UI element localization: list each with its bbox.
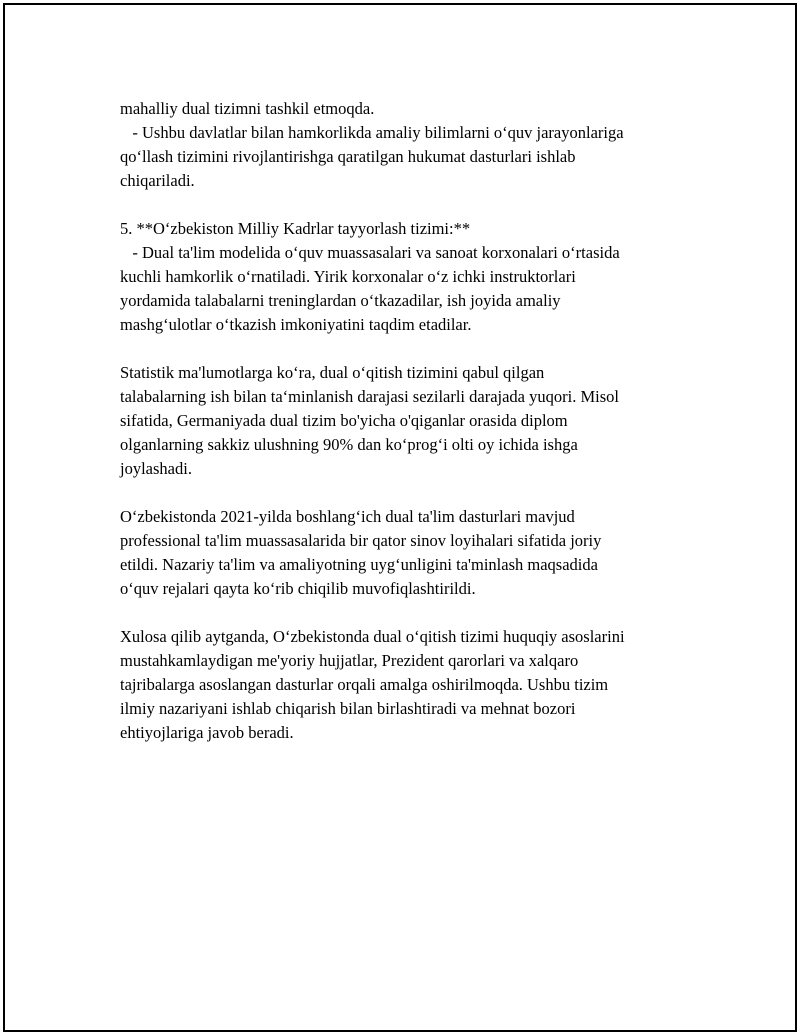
text-line: o‘quv rejalari qayta ko‘rib chiqilib muvofiqlashtirildi. (120, 579, 476, 598)
text-line: tajribalarga asoslangan dasturlar orqali amalga oshirilmoqda. Ushbu tizim (120, 675, 609, 694)
text-line: joylashadi. (120, 459, 192, 478)
paragraph-4 (120, 505, 690, 601)
document-page (3, 3, 797, 1032)
text-line: qo‘llash tizimini rivojlantirishga qaratilgan hukumat dasturlari ishlab (120, 147, 576, 166)
text-line: chiqariladi. (120, 171, 195, 190)
paragraph-3 (120, 361, 690, 481)
text-line: etildi. Nazariy ta'lim va amaliyotning uyg‘unligini ta'minlash maqsadida (120, 555, 598, 574)
text-line: kuchli hamkorlik o‘rnatiladi. Yirik korxonalar o‘z ichki instruktorlari (120, 267, 576, 286)
paragraph-2 (120, 217, 690, 337)
text-line: - Dual ta'lim modelida o‘quv muassasalari va sanoat korxonalari o‘rtasida (120, 243, 620, 262)
text-line: yordamida talabalarni treninglardan o‘tkazadilar, ish joyida amaliy (120, 291, 561, 310)
text-line: O‘zbekistonda 2021-yilda boshlang‘ich dual ta'lim dasturlari mavjud (120, 507, 575, 526)
text-line: Statistik ma'lumotlarga ko‘ra, dual o‘qitish tizimini qabul qilgan (120, 363, 545, 382)
text-line: talabalarning ish bilan ta‘minlanish darajasi sezilarli darajada yuqori. Misol (120, 387, 619, 406)
text-line: ehtiyojlariga javob beradi. (120, 723, 294, 742)
text-line: - Ushbu davlatlar bilan hamkorlikda amaliy bilimlarni o‘quv jarayonlariga (120, 123, 624, 142)
text-line: sifatida, Germaniyada dual tizim bo'yicha o'qiganlar orasida diplom (120, 411, 568, 430)
text-line: mahalliy dual tizimni tashkil etmoqda. (120, 99, 375, 118)
document-body (120, 97, 690, 769)
text-line: Xulosa qilib aytganda, O‘zbekistonda dual o‘qitish tizimi huquqiy asoslarini (120, 627, 625, 646)
text-line: ilmiy nazariyani ishlab chiqarish bilan birlashtiradi va mehnat bozori (120, 699, 576, 718)
text-line: mustahkamlaydigan me'yoriy hujjatlar, Prezident qarorlari va xalqaro (120, 651, 579, 670)
paragraph-1 (120, 97, 690, 193)
paragraph-5 (120, 625, 690, 745)
text-line: professional ta'lim muassasalarida bir qator sinov loyihalari sifatida joriy (120, 531, 602, 550)
text-line: mashg‘ulotlar o‘tkazish imkoniyatini taqdim etadilar. (120, 315, 472, 334)
text-line: olganlarning sakkiz ulushning 90% dan ko‘prog‘i olti oy ichida ishga (120, 435, 578, 454)
section-heading: 5. **O‘zbekiston Milliy Kadrlar tayyorlash tizimi:** (120, 219, 471, 238)
